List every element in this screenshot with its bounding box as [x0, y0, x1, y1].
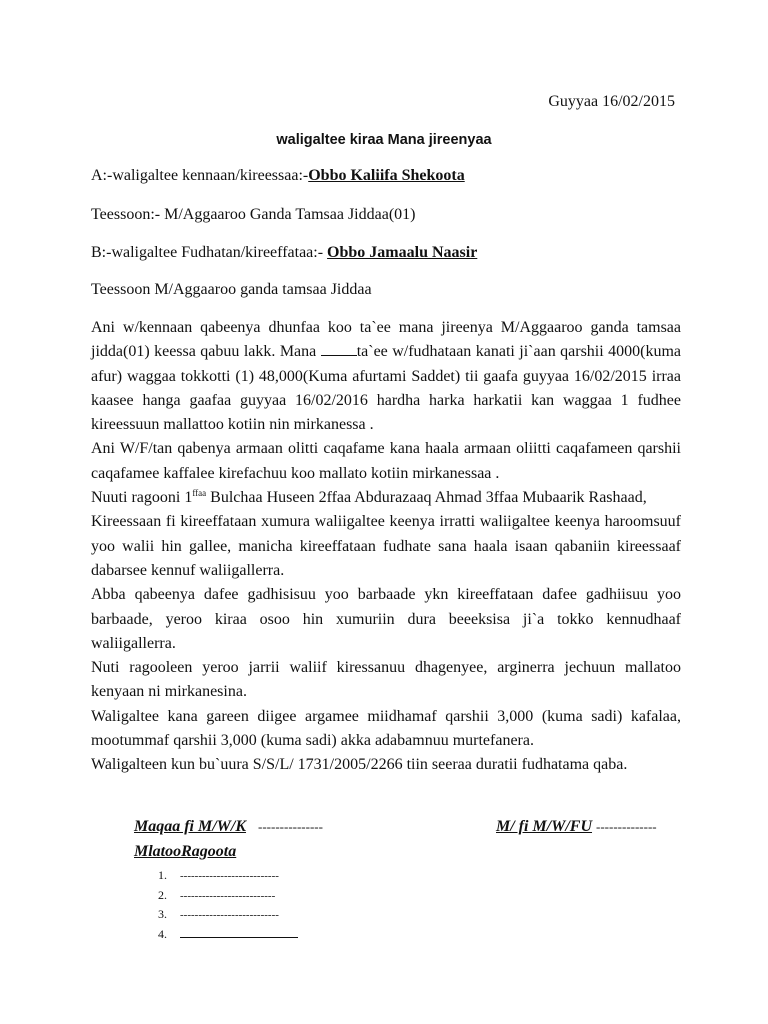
document-title: waligaltee kiraa Mana jireenyaa	[276, 132, 492, 148]
party-a-line	[91, 166, 465, 186]
list-item	[158, 925, 298, 945]
agreement-date: Guyyaa 16/02/2015	[548, 93, 675, 110]
witness-signature-line: --------------------------	[180, 889, 276, 902]
lessee-signature	[496, 817, 657, 837]
witness-signature-line: ---------------------------	[180, 909, 279, 921]
lessee-signature-label: M/ fi M/W/FU	[496, 818, 593, 835]
party-b-line	[91, 243, 477, 263]
paragraph-terms	[91, 316, 681, 437]
paragraph-legal-basis: Waligalteen kun bu`uura S/S/L/ 1731/2005/2266 tiin seeraa duratii fudhatama qaba.	[91, 756, 628, 774]
witness-signatures-title: MlatooRagoota	[134, 843, 237, 860]
lessor-signature-line: ---------------	[258, 819, 323, 834]
party-a-label: A:-waligaltee kennaan/kireessaa:-	[91, 167, 309, 184]
witness-signature-line: ---------------------------	[180, 870, 279, 882]
paragraph-terms-part2: ta`ee w/fudhataan kanati ji`aan qarshii 4000(kuma afur) waggaa tokkotti (1) 48,000(Kuma afurtami Saddet) tii gaafa guyyaa 16/02/2015 irraa kaasee hanga gaafaa guyyaa 16/02/2016 hardha harka harkatii kan waggaa 1 fudhee kireessuun mallattoo kotiin nin mirkanessa .	[91, 343, 682, 434]
list-item	[158, 886, 298, 906]
party-b-label: B:-waligaltee Fudhatan/kireeffataa:-	[91, 244, 324, 261]
list-item	[158, 866, 298, 886]
witness-number: 2.	[158, 887, 167, 902]
house-number-blank	[321, 341, 357, 356]
paragraph-terms-part1: Ani w/kennaan qabeenya dhunfaa koo ta`ee mana jireenya M/Aggaaroo ganda tamsaa jidda(01) keessa qabuu lakk. Mana	[91, 319, 681, 361]
party-b-name: Obbo Jamaalu Naasir	[327, 244, 478, 261]
paragraph-witnesses	[91, 486, 681, 510]
witness-number: 1.	[158, 868, 167, 882]
agreement-body	[91, 316, 681, 778]
witness-signature-line	[180, 925, 298, 938]
lessor-signature-label: Maqaa fi M/W/K	[134, 818, 247, 835]
paragraph-tenant-confirmation: Ani W/F/tan qabenya armaan olitti caqafame kana haala armaan oliitti caqafameen qarshii caqafamee kaffalee kirefachuu koo mallato kotiin mirkanessaa .	[91, 440, 681, 482]
party-a-name: Obbo Kaliifa Shekoota	[308, 167, 465, 184]
lessor-signature	[134, 817, 323, 837]
party-b-residence: Teessoon M/Aggaaroo ganda tamsaa Jiddaa	[91, 281, 372, 298]
witnesses-names: Bulchaa Huseen 2ffaa Abdurazaaq Ahmad 3ffaa Mubaarik Rashaad,	[206, 489, 647, 507]
paragraph-notice: Abba qabeenya dafee gadhisisuu yoo barbaade ykn kireeffataan dafee gadhiisuu yoo barbaade, yeroo kiraa osoo hin xumuriin dura beeeksisa ji`a tokko kennudhaaf waliigallerra.	[91, 586, 681, 652]
witnesses-intro: Nuuti ragooni 1	[91, 489, 193, 507]
list-item	[158, 905, 298, 925]
party-a-residence: Teessoon:- M/Aggaaroo Ganda Tamsaa Jiddaa(01)	[91, 206, 416, 223]
lessee-signature-line: --------------	[596, 819, 657, 834]
paragraph-witness-attest: Nuti ragooleen yeroo jarrii waliif kiressanuu dhagenyee, arginerra jechuun mallatoo kenyaan ni mirkanesina.	[91, 659, 681, 701]
witness-signature-list	[158, 866, 298, 944]
witness-ordinal: ffaa	[192, 488, 207, 499]
witness-number: 4.	[158, 926, 167, 941]
paragraph-penalty: Waligaltee kana gareen diigee argamee miidhamaf qarshii 3,000 (kuma sadi) kafalaa, mootummaf qarshii 3,000 (kuma sadi) akka adabamnuu murtefanera.	[91, 707, 681, 750]
witness-number: 3.	[158, 907, 167, 921]
paragraph-renewal: Kireessaan fi kireeffataan xumura waliigaltee keenya irratti waliigaltee keenya haroomsuuf yoo walii hin gallee, manicha kireeffataan fudhate sana haala isaan qabaniin kireessaaf dabarsee kennuf waliigallerra.	[91, 513, 681, 579]
